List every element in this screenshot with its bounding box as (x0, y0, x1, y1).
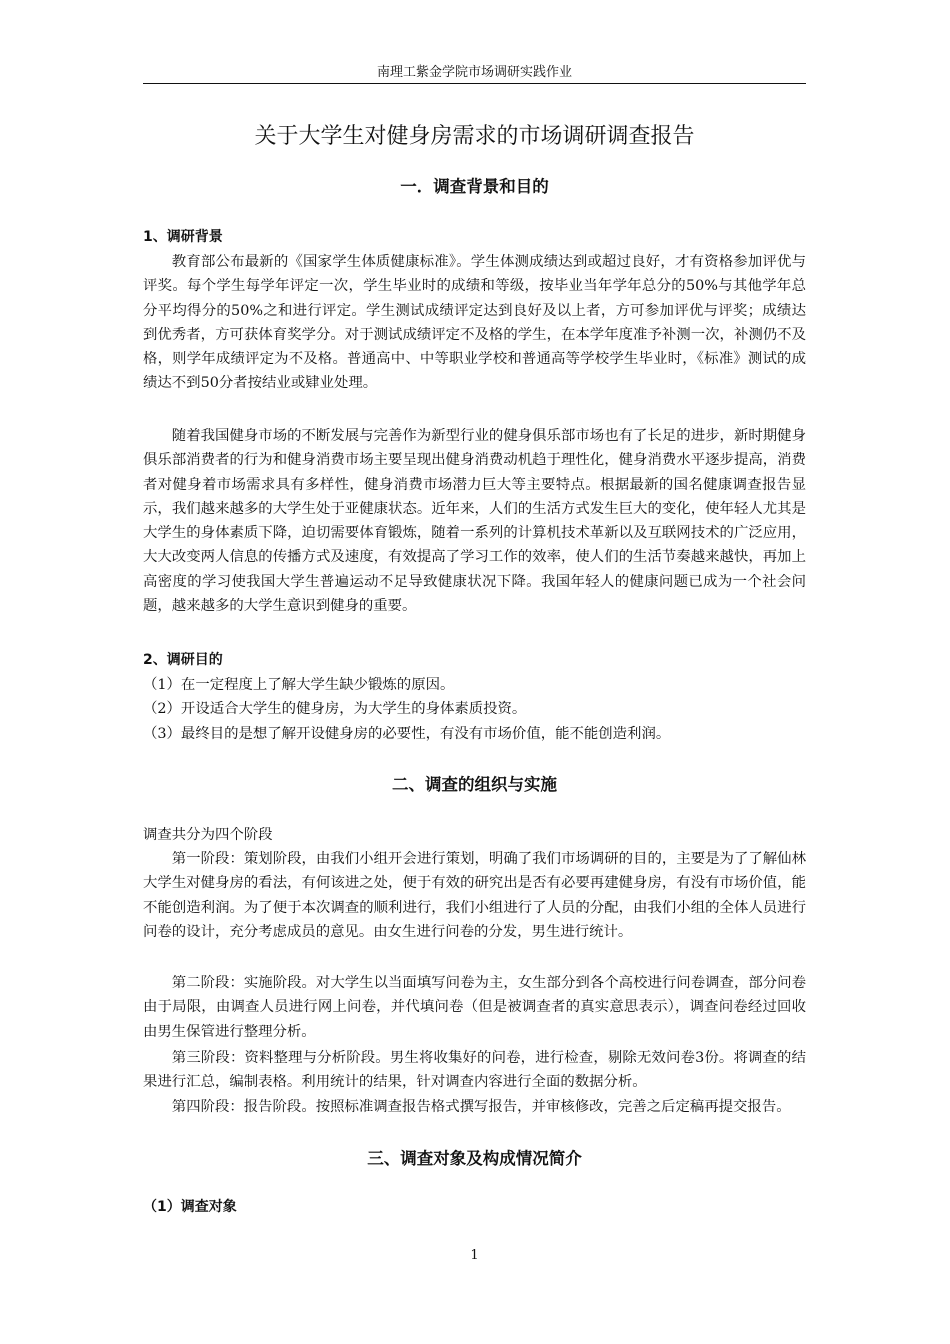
running-header: 南理工紫金学院市场调研实践作业 (376, 65, 572, 80)
report-title: 关于大学生对健身房需求的市场调研调查报告 (254, 124, 695, 149)
stage-2-paragraph: 第二阶段：实施阶段。对大学生以当面填写问卷为主，女生部分到各个高校进行问卷调查，部分问卷由于局限，由调查人员进行网上问卷，并代填问卷（但是被调查者的真实意思表示），调查问卷经过回收由男生保管进行整理分析。 (143, 975, 806, 1040)
background-paragraph-2: 随着我国健身市场的不断发展与完善作为新型行业的健身俱乐部市场也有了长足的进步，新时期健身俱乐部消费者的行为和健身消费市场主要呈现出健身消费动机趋于理性化，健身消费水平逐步提高，消费者对健身着市场需求具有多样性，健身消费市场潜力巨大等主要特点。根据最新的国名健康调查报告显示，我们越来越多的大学生处于亚健康状态。近年来，人们的生活方式发生巨大的变化，使年轻人尤其是大学生的身体素质下降，迫切需要体育锻炼，随着一系列的计算机技术革新以及互联网技术的广泛应用，大大改变两人信息的传播方式及速度，有效提高了学习工作的效率，使人们的生活节奏越来越快，再加上高密度的学习使我国大学生普遍运动不足导致健康状况下降。我国年轻人的健康问题已成为一个社会问题，越来越多的大学生意识到健身的重要。 (143, 428, 806, 615)
page-number: 1 (470, 1248, 479, 1263)
section1-heading: 一．调查背景和目的 (400, 177, 549, 196)
section3-heading: 三、调查对象及构成情况简介 (367, 1149, 582, 1168)
goal-item-2: （2）开设适合大学生的健身房，为大学生的身体素质投资。 (143, 701, 527, 717)
section3-sub1-heading: （1）调查对象 (143, 1199, 237, 1215)
section1-sub2-heading: 2、调研目的 (143, 652, 223, 668)
stage-3-paragraph: 第三阶段：资料整理与分析阶段。男生将收集好的问卷，进行检查，剔除无效问卷3份。将调查的结果进行汇总，编制表格。利用统计的结果，针对调查内容进行全面的数据分析。 (143, 1050, 806, 1091)
stage-1-paragraph: 第一阶段：策划阶段，由我们小组开会进行策划，明确了我们市场调研的目的，主要是为了了解仙林大学生对健身房的看法，有何该进之处，便于有效的研究出是否有必要再建健身房，有没有市场价值，能不能创造利润。为了便于本次调查的顺利进行，我们小组进行了人员的分配，由我们小组的全体人员进行问卷的设计，充分考虑成员的意见。由女生进行问卷的分发，男生进行统计。 (143, 851, 806, 940)
goal-item-1: （1）在一定程度上了解大学生缺少锻炼的原因。 (143, 677, 455, 693)
header-divider (143, 83, 806, 84)
section1-sub1-heading: 1、调研背景 (143, 229, 223, 245)
background-paragraph-1: 教育部公布最新的《国家学生体质健康标准》。学生体测成绩达到或超过良好，才有资格参加评优与评奖。每个学生每学年评定一次，学生毕业时的成绩和等级，按毕业当年学年总分的50%与其他学年总分平均得分的50%之和进行评定。学生测试成绩评定达到良好及以上者，方可参加评优与评奖；成绩达到优秀者，方可获体育奖学分。对于测试成绩评定不及格的学生，在本学年度准予补测一次，补测仍不及格，则学年成绩评定为不及格。普通高中、中等职业学校和普通高等学校学生毕业时，《标准》测试的成绩达不到50分者按结业或肄业处理。 (143, 254, 806, 392)
section2-heading: 二、调查的组织与实施 (392, 775, 557, 794)
stage-4-paragraph: 第四阶段：报告阶段。按照标准调查报告格式撰写报告，并审核修改，完善之后定稿再提交报告。 (171, 1099, 791, 1115)
goal-item-3: （3）最终目的是想了解开设健身房的必要性，有没有市场价值，能不能创造利润。 (143, 726, 671, 742)
stages-intro: 调查共分为四个阶段 (143, 827, 273, 843)
